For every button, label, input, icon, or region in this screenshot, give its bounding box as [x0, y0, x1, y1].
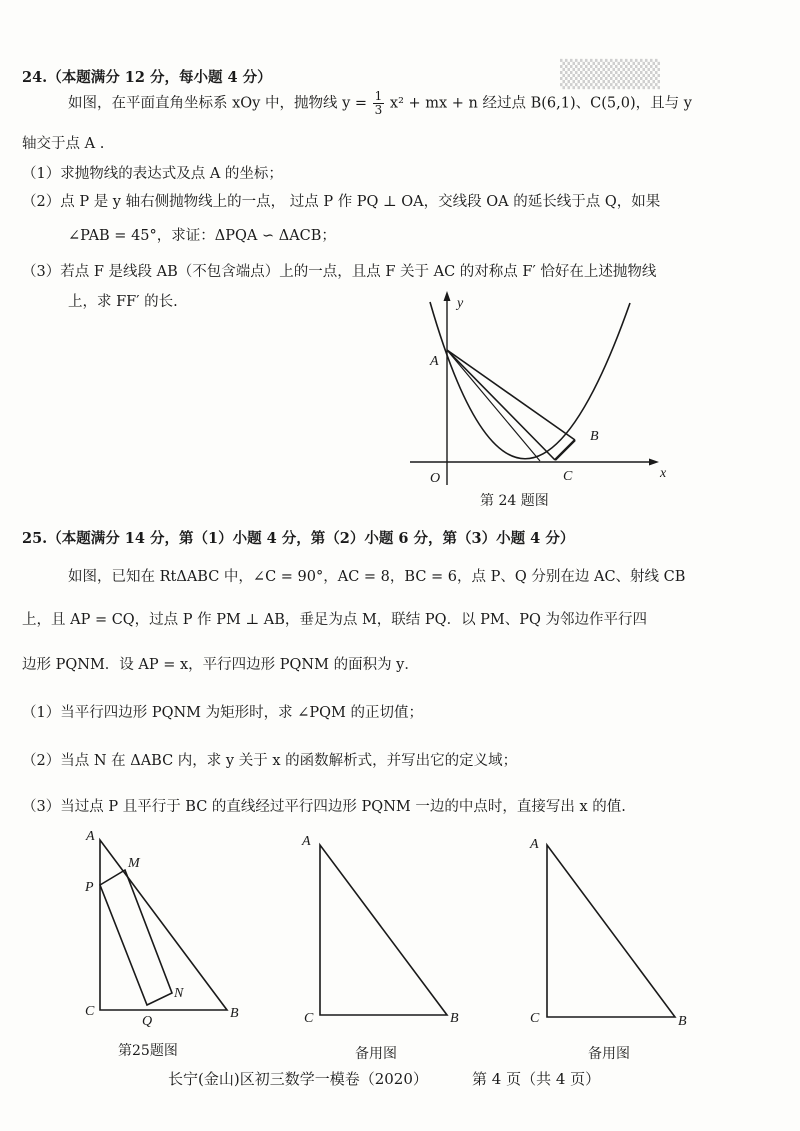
q25-figure-main — [80, 825, 250, 1030]
q25-main-label-N: N — [174, 986, 184, 1001]
q24-label-B: B — [590, 429, 599, 444]
q24-label-O: O — [430, 471, 441, 486]
q25-main-label-C: C — [85, 1004, 95, 1019]
q25-part1: （1）当平行四边形 PQNM 为矩形时，求 ∠PQM 的正切值； — [22, 705, 423, 721]
q24-fraction — [373, 90, 385, 117]
bleed-through-mark: ▒▒▒▒▒ — [560, 60, 660, 90]
q25-main-label-B: B — [230, 1006, 239, 1021]
footer-exam-title: 长宁(金山)区初三数学一模卷（2020） — [168, 1070, 428, 1088]
q25-parallelogram — [100, 870, 172, 1005]
q24-part1: （1）求抛物线的表达式及点 A 的坐标； — [22, 166, 283, 182]
q25-main-label-M: M — [128, 856, 140, 871]
q25-main-label-A: A — [86, 829, 95, 844]
q25-part3: （3）当过点 P 且平行于 BC 的直线经过平行四边形 PQNM 一边的中点时，直接写出 x 的值. — [22, 799, 626, 815]
q24-figure-caption: 第 24 题图 — [480, 493, 549, 509]
q25-spare2-label-A: A — [530, 837, 539, 852]
q24-x-axis-arrow — [649, 459, 659, 466]
q25-spare2-label-B: B — [678, 1014, 687, 1029]
q24-fraction-denominator: 3 — [374, 103, 383, 117]
q25-header: 25.（本题满分 14 分，第（1）小题 4 分，第（2）小题 6 分，第（3）小题 4 分） — [22, 530, 575, 547]
q25-figure-spare-2 — [525, 830, 700, 1030]
q24-segment-AC — [447, 350, 555, 460]
q24-figure — [400, 285, 690, 515]
q25-figure-spare-1 — [300, 830, 470, 1030]
q25-intro-line1: 如图，已知在 RtΔABC 中，∠C = 90°，AC = 8，BC = 6，点 P、Q 分别在边 AC、射线 CB — [68, 569, 686, 585]
q25-spare1-label-A: A — [302, 834, 311, 849]
q24-intro-suffix: x² + mx + n 经过点 B(6,1)、C(5,0)，且与 y — [389, 95, 692, 112]
q25-main-label-P: P — [85, 880, 94, 895]
q25-intro-line3: 边形 PQNM．设 AP = x，平行四边形 PQNM 的面积为 y． — [22, 657, 419, 673]
q24-intro — [68, 90, 692, 117]
q24-part3-line1: （3）若点 F 是线段 AB（不包含端点）上的一点，且点 F 关于 AC 的对称点 F′ 恰好在上述抛物线 — [22, 264, 657, 280]
q25-spare2-label-C: C — [530, 1011, 540, 1026]
q25-figure-spare-2-caption: 备用图 — [588, 1046, 630, 1062]
q24-header: 24.（本题满分 12 分，每小题 4 分） — [22, 69, 272, 86]
q24-label-A: A — [430, 354, 439, 369]
q25-figure-main-caption: 第25题图 — [118, 1043, 178, 1059]
q25-intro-line2: 上，且 AP = CQ，过点 P 作 PM ⊥ AB，垂足为点 M，联结 PQ．以 PM、PQ 为邻边作平行四 — [22, 612, 648, 628]
footer-page-number: 第 4 页（共 4 页） — [472, 1070, 601, 1088]
q25-spare1-label-B: B — [450, 1011, 459, 1026]
q25-figure-spare-1-caption: 备用图 — [355, 1046, 397, 1062]
q25-spare1-triangle — [320, 845, 447, 1015]
q24-intro-line2: 轴交于点 A . — [22, 136, 105, 152]
q24-part2-line2: ∠PAB = 45°，求证：ΔPQA ∽ ΔACB； — [68, 228, 336, 244]
q25-main-triangle — [100, 840, 227, 1010]
q24-label-x: x — [660, 466, 667, 481]
q24-part2-line1: （2）点 P 是 y 轴右侧抛物线上的一点， 过点 P 作 PQ ⊥ OA，交线段 OA 的延长线于点 Q，如果 — [22, 194, 661, 210]
q24-part3-line2: 上，求 FF′ 的长. — [68, 294, 178, 310]
q24-label-y: y — [457, 296, 464, 311]
q25-part2: （2）当点 N 在 ΔABC 内，求 y 关于 x 的函数解析式，并写出它的定义域； — [22, 753, 518, 769]
q25-spare2-triangle — [547, 845, 675, 1017]
q24-y-axis-arrow — [444, 291, 451, 301]
q24-fraction-numerator: 1 — [374, 89, 383, 103]
q25-main-label-Q: Q — [142, 1014, 153, 1029]
q24-intro-prefix: 如图，在平面直角坐标系 xOy 中，抛物线 y = — [68, 95, 368, 112]
q24-label-C: C — [563, 469, 573, 484]
q25-spare1-label-C: C — [304, 1011, 314, 1026]
